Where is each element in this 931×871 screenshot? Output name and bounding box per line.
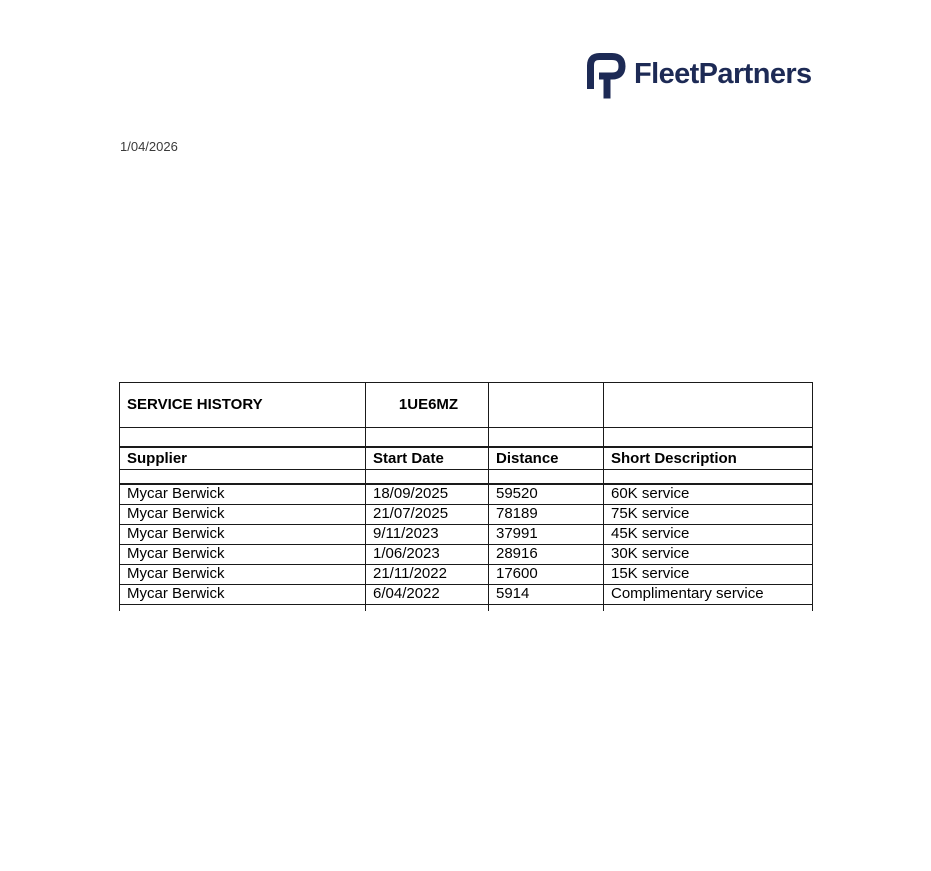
empty-cell xyxy=(366,605,489,612)
cell-description: 45K service xyxy=(604,525,813,545)
service-history-table xyxy=(119,382,813,611)
empty-cell xyxy=(120,605,366,612)
cell-supplier: Mycar Berwick xyxy=(120,545,366,565)
empty-cell xyxy=(604,470,813,485)
table-head-section xyxy=(120,383,813,485)
table-row xyxy=(120,505,813,525)
cell-description: 60K service xyxy=(604,484,813,505)
empty-cell xyxy=(120,470,366,485)
cell-start-date: 21/11/2022 xyxy=(366,565,489,585)
cell-start-date: 21/07/2025 xyxy=(366,505,489,525)
document-date: 1/04/2026 xyxy=(120,139,178,154)
column-header-description: Short Description xyxy=(604,447,813,470)
table-title-cell: SERVICE HISTORY xyxy=(120,383,366,428)
table-row xyxy=(120,585,813,605)
cell-supplier: Mycar Berwick xyxy=(120,484,366,505)
table-body xyxy=(120,484,813,605)
column-header-row xyxy=(120,447,813,470)
column-header-start-date: Start Date xyxy=(366,447,489,470)
cell-distance: 28916 xyxy=(489,545,604,565)
spacer-row xyxy=(120,428,813,448)
cell-description: Complimentary service xyxy=(604,585,813,605)
cell-start-date: 18/09/2025 xyxy=(366,484,489,505)
empty-cell xyxy=(366,428,489,448)
empty-cell xyxy=(604,605,813,612)
empty-cell xyxy=(489,470,604,485)
empty-cell xyxy=(120,428,366,448)
cell-description: 15K service xyxy=(604,565,813,585)
cell-supplier: Mycar Berwick xyxy=(120,585,366,605)
column-header-distance: Distance xyxy=(489,447,604,470)
cell-description: 30K service xyxy=(604,545,813,565)
cell-start-date: 6/04/2022 xyxy=(366,585,489,605)
cell-distance: 5914 xyxy=(489,585,604,605)
cell-supplier: Mycar Berwick xyxy=(120,525,366,545)
empty-cell xyxy=(366,470,489,485)
table-title-row xyxy=(120,383,813,428)
empty-cell xyxy=(604,383,813,428)
table-row xyxy=(120,565,813,585)
cell-distance: 59520 xyxy=(489,484,604,505)
cell-description: 75K service xyxy=(604,505,813,525)
cell-supplier: Mycar Berwick xyxy=(120,565,366,585)
empty-cell xyxy=(489,428,604,448)
column-header-supplier: Supplier xyxy=(120,447,366,470)
table-row xyxy=(120,484,813,505)
empty-cell xyxy=(489,383,604,428)
brand-logo xyxy=(586,52,812,99)
table-row xyxy=(120,525,813,545)
cell-start-date: 9/11/2023 xyxy=(366,525,489,545)
cell-supplier: Mycar Berwick xyxy=(120,505,366,525)
brand-wordmark: FleetPartners xyxy=(634,58,812,90)
empty-cell xyxy=(489,605,604,612)
cell-distance: 37991 xyxy=(489,525,604,545)
cell-distance: 78189 xyxy=(489,505,604,525)
fleetpartners-fp-monogram-icon xyxy=(586,52,626,99)
spacer-row xyxy=(120,470,813,485)
empty-cell xyxy=(604,428,813,448)
table-row xyxy=(120,545,813,565)
cell-start-date: 1/06/2023 xyxy=(366,545,489,565)
registration-cell: 1UE6MZ xyxy=(366,383,489,428)
table-cutoff-row xyxy=(120,605,813,612)
cell-distance: 17600 xyxy=(489,565,604,585)
table-cutoff-section xyxy=(120,605,813,612)
